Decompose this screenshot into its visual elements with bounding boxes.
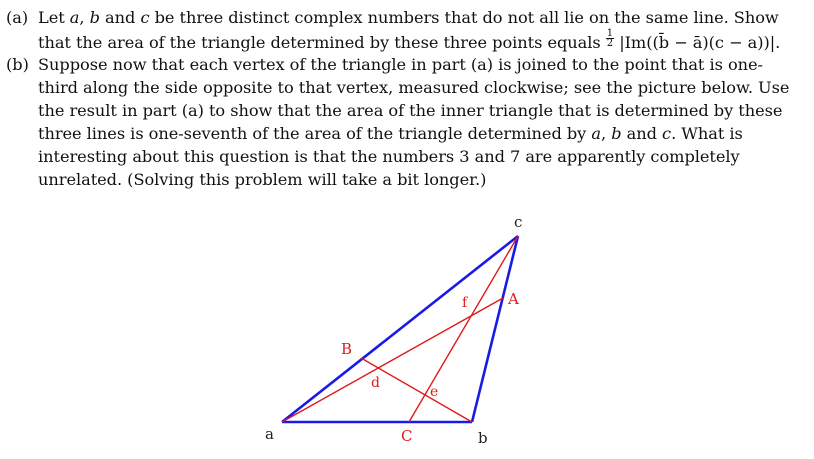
comma: , (79, 8, 85, 27)
point-label-C: C (401, 427, 413, 445)
inner-label-e: e (430, 384, 439, 400)
part-b-label: (b) (6, 55, 29, 74)
var-c: c (662, 124, 672, 143)
part-a-label: (a) (6, 8, 29, 27)
point-label-B: B (341, 340, 353, 358)
point-label-A: A (508, 290, 519, 308)
comma: , (600, 124, 607, 143)
part-a-text-1: Let (38, 8, 65, 27)
var-b: b (89, 8, 100, 27)
side-bc (472, 236, 518, 422)
part-b-text-1: Suppose now that each vertex of the triangle in part (a) is joined to the point that is one-third along the side opposite to that vertex, measured clockwise; see the picture below. Use the result in part (a) to show that the area of the inner triangle that is determined by these three lines is one-seventh of the area of the triangle determined by (38, 55, 790, 143)
vertex-label-a: a (265, 425, 274, 443)
part-a-text-2: be three distinct complex numbers that do not all lie on the same line. Show that the area of the triangle determined by these three points equals (38, 8, 779, 52)
area-formula: |Im((b̄ − ā)(c − a))|. (619, 33, 781, 52)
inner-label-f: f (462, 295, 468, 311)
side-ca (282, 236, 518, 422)
vertex-label-c: c (514, 213, 523, 231)
and-word: and (105, 8, 136, 27)
var-a: a (591, 124, 601, 143)
var-c: c (140, 8, 150, 27)
var-a: a (69, 8, 80, 27)
fraction-numerator: 1 (606, 28, 614, 39)
var-b: b (611, 124, 622, 143)
vertex-label-b: b (478, 429, 488, 447)
inner-label-d: d (371, 375, 380, 391)
fraction-denominator: 2 (606, 38, 614, 49)
and-word: and (626, 124, 657, 143)
cevian-c-to-C (409, 236, 518, 422)
cevian-a-to-A (282, 298, 503, 422)
part-b-text-2: . What is interesting about this question is that the numbers 3 and 7 are apparently completely unrelated. (Solving this problem will take a bit longer.) (38, 124, 743, 189)
